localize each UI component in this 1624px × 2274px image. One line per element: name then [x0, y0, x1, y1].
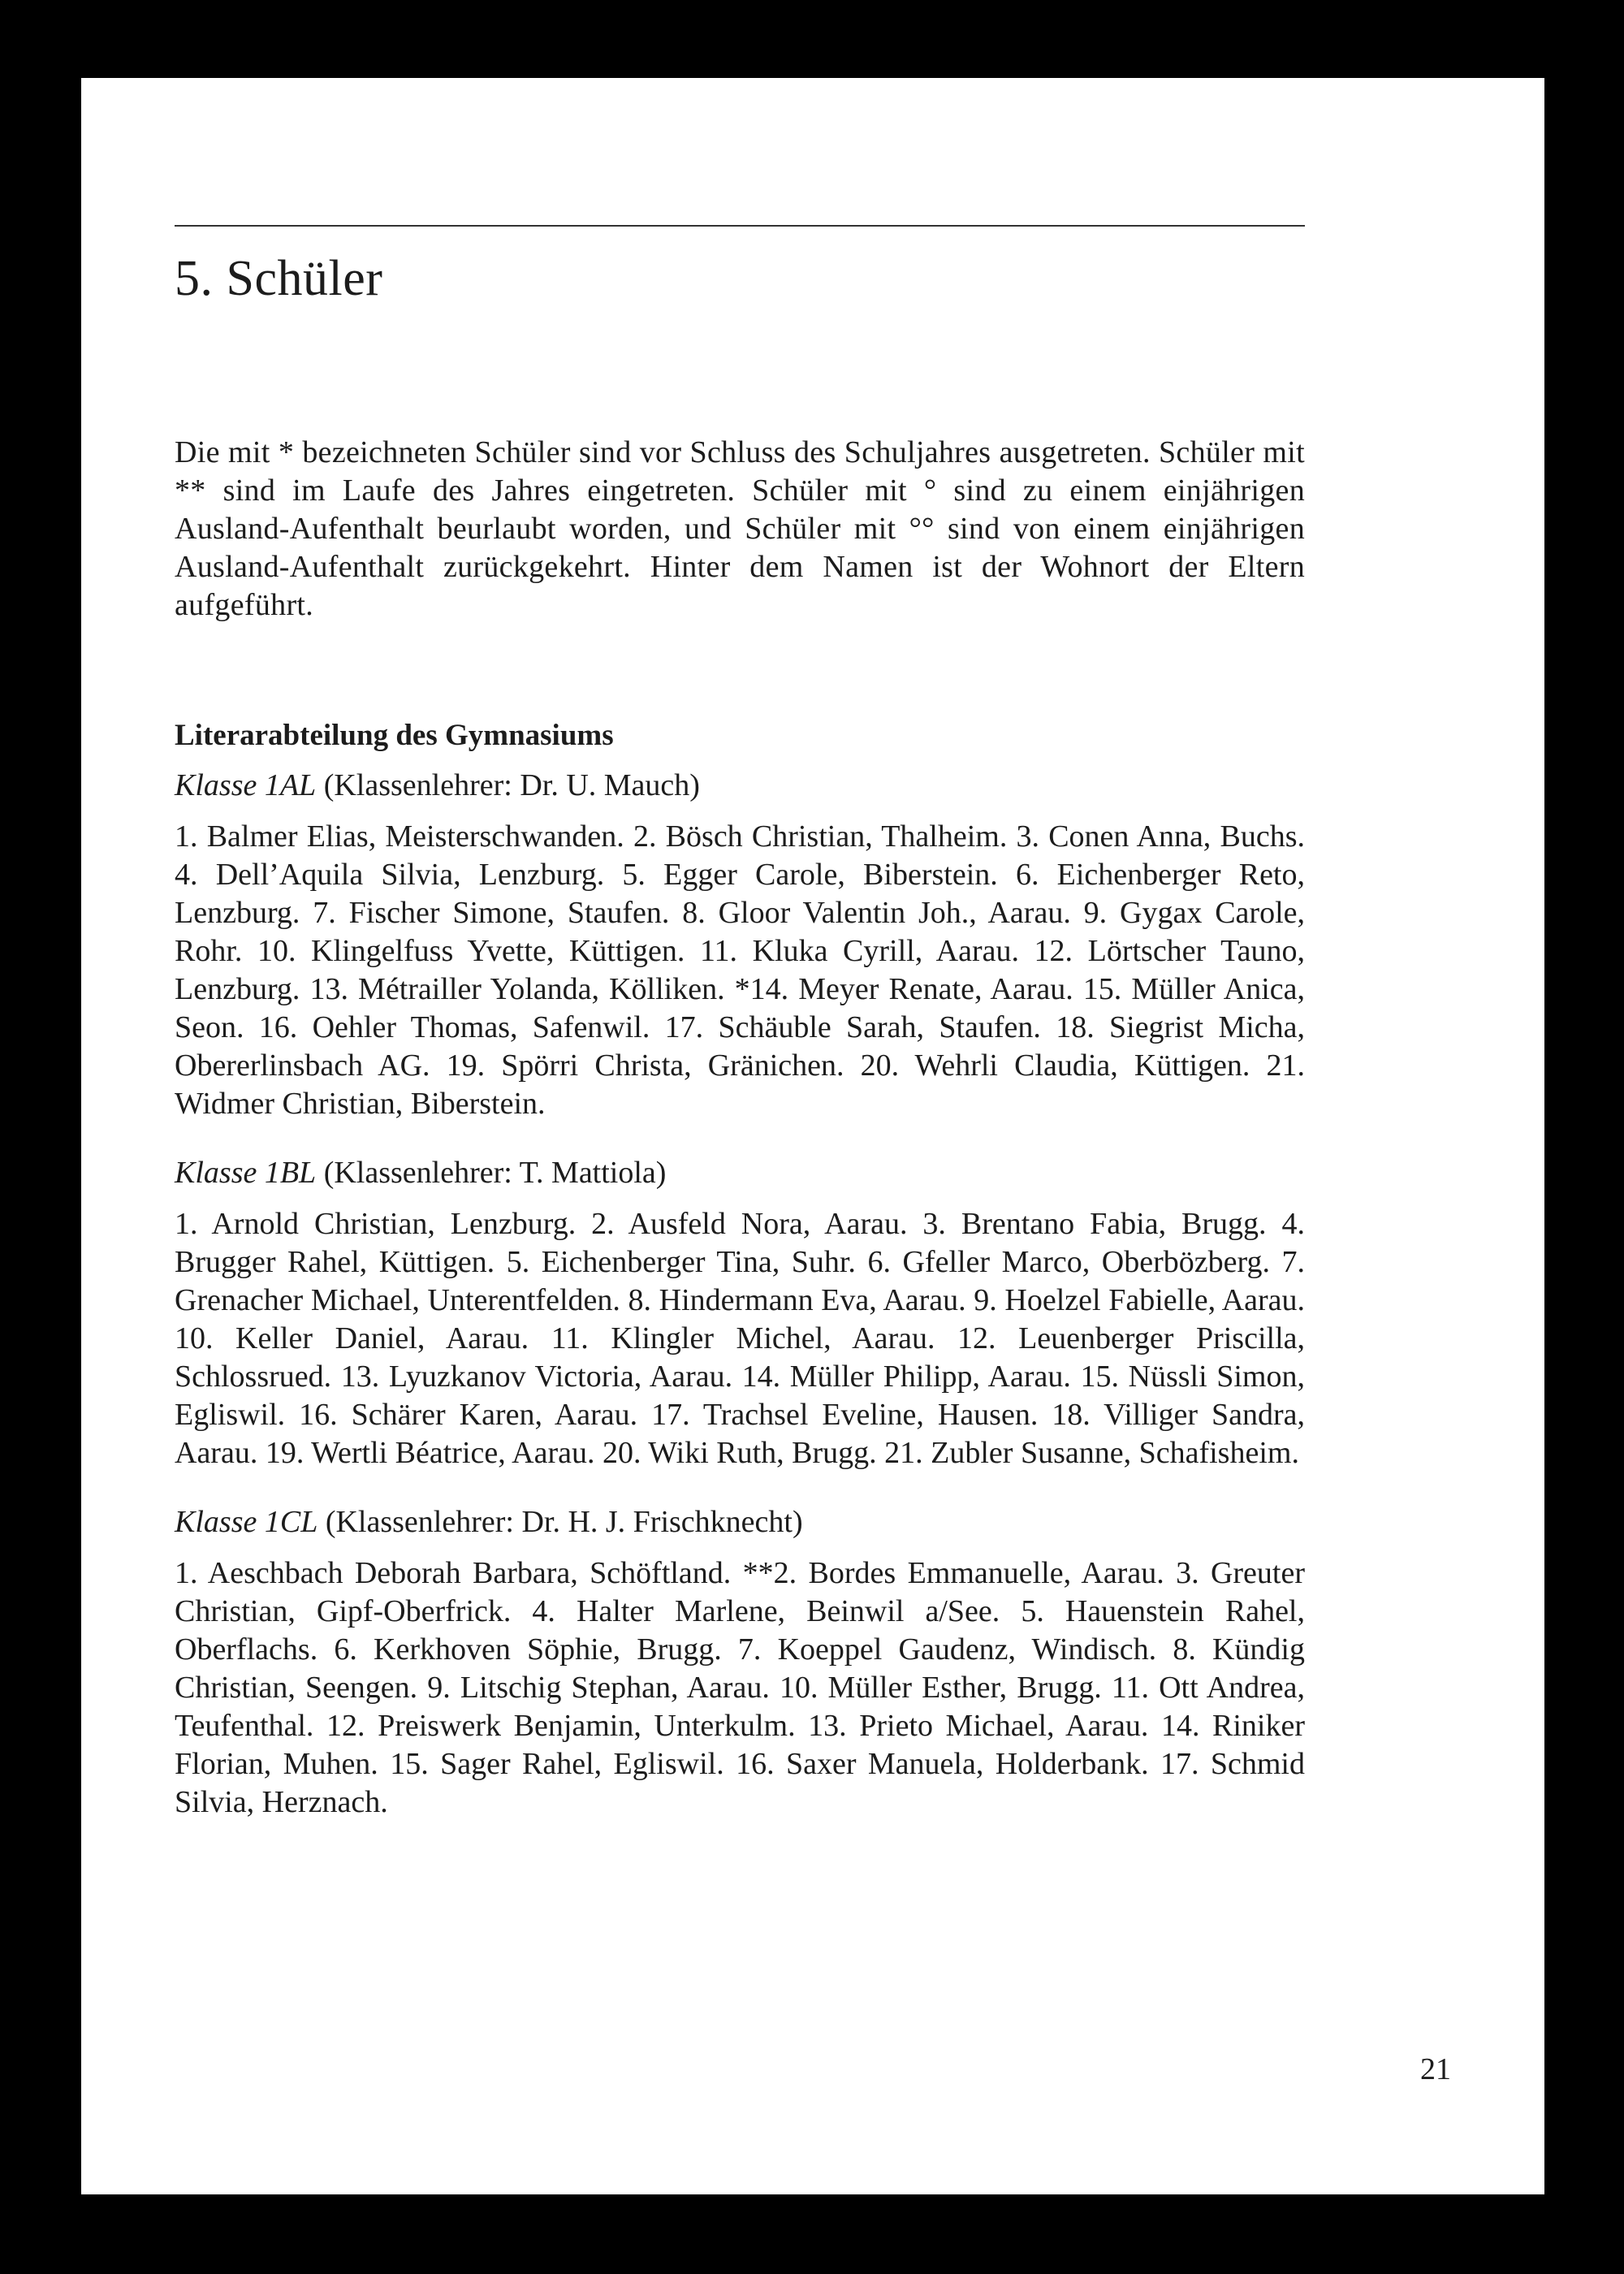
chapter-heading: 5. Schüler [175, 251, 383, 306]
section-title: Literarabteilung des Gymnasiums [175, 719, 614, 752]
body-text [175, 434, 1305, 1822]
class-heading [175, 767, 1305, 805]
intro-paragraph: Die mit * bezeichneten Schüler sind vor Schluss des Schuljahres ausgetreten. Schüler mit ** sind im Laufe des Jahres eingetreten. Schüler mit ° sind zu einem einjährigen Ausland-Aufenthalt beurlaubt worden, und Schüler mit °° sind von einem einjährigen Ausland-Aufenthalt zurückgekehrt. Hinter dem Namen ist der Wohnort der Eltern aufgeführt. [175, 435, 1305, 622]
class-teacher: (Klassenlehrer: Dr. H. J. Frischknecht) [317, 1505, 803, 1539]
heading-rule [175, 225, 1305, 227]
class-name: Klasse 1BL [175, 1156, 317, 1190]
class-teacher: (Klassenlehrer: T. Mattiola) [316, 1156, 667, 1190]
page-number: 21 [1420, 2052, 1451, 2086]
class-heading [175, 1503, 1305, 1541]
class-student-list: 1. Balmer Elias, Meisterschwanden. 2. Bösch Christian, Thalheim. 3. Conen Anna, Buchs. 4. Dell’Aquila Silvia, Lenzburg. 5. Egger Carole, Biberstein. 6. Eichenberger Reto, Lenzburg. 7. Fischer Simone, Staufen. 8. Gloor Valentin Joh., Aarau. 9. Gygax Carole, Rohr. 10. Klingelfuss Yvette, Küttigen. 11. Kluka Cyrill, Aarau. 12. Lörtscher Tauno, Lenzburg. 13. Métrailler Yolanda, Kölliken. *14. Meyer Renate, Aarau. 15. Müller Anica, Seon. 16. Oehler Thomas, Safenwil. 17. Schäuble Sarah, Staufen. 18. Siegrist Micha, Obererlinsbach AG. 19. Spörri Christa, Gränichen. 20. Wehrli Claudia, Küttigen. 21. Widmer Christian, Biberstein. [175, 819, 1305, 1121]
class-name: Klasse 1AL [175, 768, 317, 802]
class-student-list: 1. Arnold Christian, Lenzburg. 2. Ausfeld Nora, Aarau. 3. Brentano Fabia, Brugg. 4. Brugger Rahel, Küttigen. 5. Eichenberger Tina, Suhr. 6. Gfeller Marco, Oberbözberg. 7. Grenacher Michael, Unterentfelden. 8. Hindermann Eva, Aarau. 9. Hoelzel Fabielle, Aarau. 10. Keller Daniel, Aarau. 11. Klingler Michel, Aarau. 12. Leuenberger Priscilla, Schlossrued. 13. Lyuzkanov Victoria, Aarau. 14. Müller Philipp, Aarau. 15. Nüssli Simon, Egliswil. 16. Schärer Karen, Aarau. 17. Trachsel Eveline, Hausen. 18. Villiger Sandra, Aarau. 19. Wertli Béatrice, Aarau. 20. Wiki Ruth, Brugg. 21. Zubler Susanne, Schafisheim. [175, 1207, 1305, 1470]
class-student-list: 1. Aeschbach Deborah Barbara, Schöftland. **2. Bordes Emmanuelle, Aarau. 3. Greuter Christian, Gipf-Oberfrick. 4. Halter Marlene, Beinwil a/See. 5. Hauenstein Rahel, Oberflachs. 6. Kerkhoven Söphie, Brugg. 7. Koeppel Gaudenz, Windisch. 8. Kündig Christian, Seengen. 9. Litschig Stephan, Aarau. 10. Müller Esther, Brugg. 11. Ott Andrea, Teufenthal. 12. Preiswerk Benjamin, Unterkulm. 13. Prieto Michael, Aarau. 14. Riniker Florian, Muhen. 15. Sager Rahel, Egliswil. 16. Saxer Manuela, Holderbank. 17. Schmid Silvia, Herznach. [175, 1556, 1305, 1819]
class-heading [175, 1154, 1305, 1192]
class-name: Klasse 1CL [175, 1505, 318, 1539]
document-page [81, 78, 1544, 2194]
class-teacher: (Klassenlehrer: Dr. U. Mauch) [316, 768, 700, 802]
